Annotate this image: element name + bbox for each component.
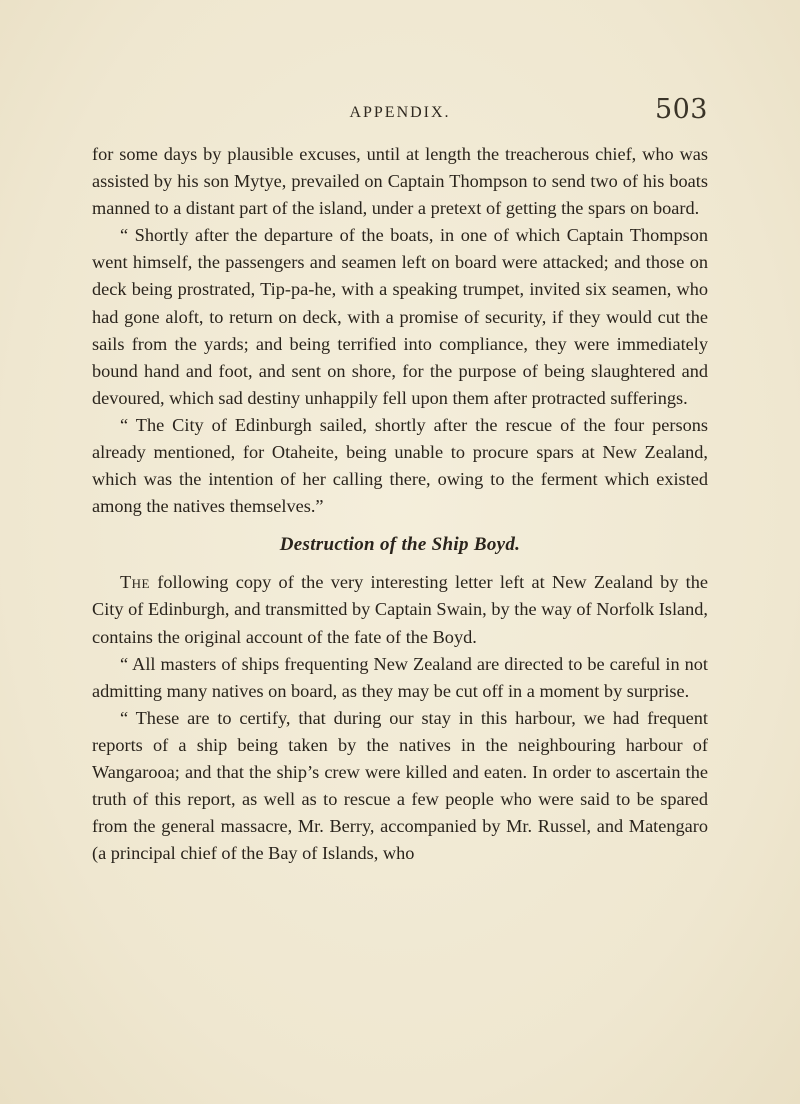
page-number: 503: [654, 94, 708, 125]
paragraph: “ These are to certify, that during our stay in this harbour, we had frequent reports of a ship being taken by the natives in the neighbouring harbour of Wangarooa; and that the ship’s crew were killed and eaten. In order to ascertain the truth of this report, as well as to rescue a few people who were said to be spared from the general massacre, Mr. Berry, accompanied by Mr. Russel, and Matengaro (a principal chief of the Bay of Islands, who: [92, 707, 708, 864]
running-head: APPENDIX.: [349, 104, 451, 121]
section-heading: Destruction of the Ship Boyd.: [279, 534, 521, 556]
paragraph-continuation: for some days by plausible excuses, until at length the treacherous chief, who was assisted by his son Mytye, prevailed on Captain Thompson to send two of his boats manned to a distant part of the island, under a pretext of getting the spars on board.: [92, 144, 708, 219]
paragraph: “ Shortly after the departure of the boats, in one of which Captain Thompson went himself, the passengers and seamen left on board were attacked; and those on deck being prostrated, Tip-pa-he, with a speaking trumpet, invited six seamen, who had gone aloft, to return on deck, with a promise of security, if they would cut the sails from the yards; and being terrified into compliance, they were immediately bound hand and foot, and sent on shore, for the purpose of being slaughtered and devoured, which sad destiny unhappily fell upon them after protracted sufferings.: [92, 225, 708, 408]
lead-word: The: [120, 572, 150, 593]
paragraph-text: following copy of the very interesting letter left at New Zealand by the City of Edinburgh, and transmitted by Captain Swain, by the way of Norfolk Island, contains the original account of the fate of the Boyd.: [92, 572, 708, 647]
section-first-paragraph: [92, 569, 708, 650]
page-header: [92, 92, 708, 132]
body-text: [92, 141, 708, 867]
paragraph: “ All masters of ships frequenting New Zealand are directed to be careful in not admitting many natives on board, as they may be cut off in a moment by surprise.: [92, 653, 708, 701]
paragraph: “ The City of Edinburgh sailed, shortly after the rescue of the four persons already mentioned, for Otaheite, being unable to procure spars at New Zealand, which was the intention of her calling there, owing to the ferment which existed among the natives themselves.”: [92, 414, 708, 517]
